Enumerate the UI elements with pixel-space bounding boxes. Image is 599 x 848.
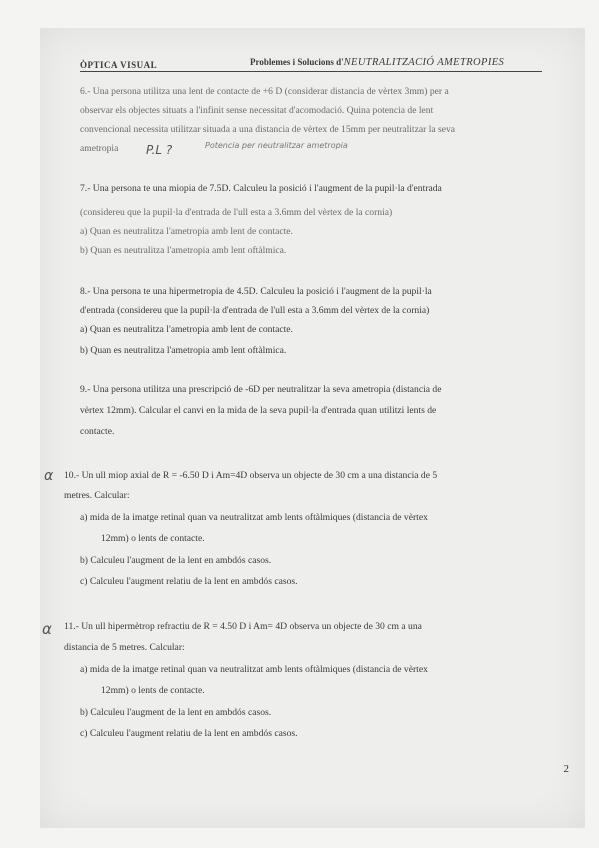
problem-8-item-b: b) Quan es neutralitza l'ametropia amb lent oftàlmica. bbox=[80, 345, 287, 356]
problem-7-item-b: b) Quan es neutralitza l'ametropia amb lent oftàlmica. bbox=[80, 245, 287, 256]
problem-6-line-1: 6.- Una persona utilitza una lent de contacte de +6 D (considerar distancia de vèrtex 3mm) per a bbox=[80, 86, 449, 97]
problem-10-item-a: a) mida de la imatge retinal quan va neutralitzat amb lents oftàlmiques (distancia de vèrtex bbox=[80, 512, 428, 523]
problem-11-item-c: c) Calculeu l'augment relatiu de la lent en ambdós casos. bbox=[80, 728, 298, 739]
handwritten-note-pl: P.L ? bbox=[146, 143, 173, 157]
problem-6-line-3: convencional necessita utilitzar situada a una distancia de vèrtex de 15mm per neutralitzar la seva bbox=[80, 124, 456, 135]
problem-8-item-a: a) Quan es neutralitza l'ametropia amb lent de contacte. bbox=[80, 324, 293, 335]
problem-9-line-2: vèrtex 12mm). Calcular el canvi en la mida de la seva pupil·la d'entrada quan utilitzi lents de bbox=[80, 405, 437, 416]
problem-9-line-3: contacte. bbox=[80, 426, 115, 437]
header-subtitle-title: NEUTRALITZACIÓ AMETROPIES bbox=[343, 57, 505, 68]
header-subtitle bbox=[250, 57, 504, 70]
problem-10-line-1: 10.- Un ull miop axial de R = -6.50 D i Am=4D observa un objecte de 30 cm a una distancia de 5 bbox=[64, 470, 438, 481]
handwritten-mark-alpha-11: α bbox=[42, 620, 52, 638]
problem-6-line-4: ametropia bbox=[80, 143, 119, 154]
page-number: 2 bbox=[563, 763, 569, 775]
problem-11-line-1: 11.- Un ull hipermètrop refractiu de R = 4.50 D i Am= 4D observa un objecte de 30 cm a una bbox=[64, 621, 422, 632]
problem-9-line-1: 9.- Una persona utilitza una prescripció de -6D per neutralitzar la seva ametropia (distancia de bbox=[80, 384, 442, 395]
problem-6-line-2: observar els objectes situats a l'infinit sense necessitat d'acomodació. Quina potencia de lent bbox=[80, 105, 434, 116]
header-rule bbox=[80, 71, 542, 72]
problem-10-item-c: c) Calculeu l'augment relatiu de la lent en ambdós casos. bbox=[80, 576, 298, 587]
header-course: ÒPTICA VISUAL bbox=[80, 60, 158, 70]
handwritten-note-power: Potencia per neutralitzar ametropia bbox=[205, 141, 348, 150]
problem-8-line-2: d'entrada (considereu que la pupil·la d'entrada de l'ull esta a 3.6mm del vèrtex de la cornia) bbox=[80, 305, 430, 316]
problem-7-item-a: a) Quan es neutralitza l'ametropia amb lent de contacte. bbox=[80, 226, 293, 237]
header-subtitle-prefix: Problemes i Solucions d' bbox=[250, 57, 344, 67]
problem-11-line-2: distancia de 5 metres. Calcular: bbox=[64, 642, 185, 653]
handwritten-mark-alpha-10: α bbox=[44, 468, 54, 484]
problem-10-item-a-cont: 12mm) o lents de contacte. bbox=[101, 533, 205, 544]
problem-10-line-2: metres. Calcular: bbox=[64, 490, 130, 501]
problem-8-line-1: 8.- Una persona te una hipermetropia de 4.5D. Calculeu la posició i l'augment de la pupil·la bbox=[80, 286, 432, 297]
problem-11-item-b: b) Calculeu l'augment de la lent en ambdós casos. bbox=[80, 707, 272, 718]
problem-7-line-2: (considereu que la pupil·la d'entrada de l'ull esta a 3.6mm del vèrtex de la cornia) bbox=[80, 207, 393, 218]
problem-11-item-a-cont: 12mm) o lents de contacte. bbox=[101, 685, 205, 696]
problem-10-item-b: b) Calculeu l'augment de la lent en ambdós casos. bbox=[80, 555, 272, 566]
problem-7-line-1: 7.- Una persona te una miopia de 7.5D. Calculeu la posició i l'augment de la pupil·la d'entrada bbox=[80, 183, 442, 194]
problem-11-item-a: a) mida de la imatge retinal quan va neutralitzat amb lents oftàlmiques (distancia de vèrtex bbox=[80, 664, 428, 675]
